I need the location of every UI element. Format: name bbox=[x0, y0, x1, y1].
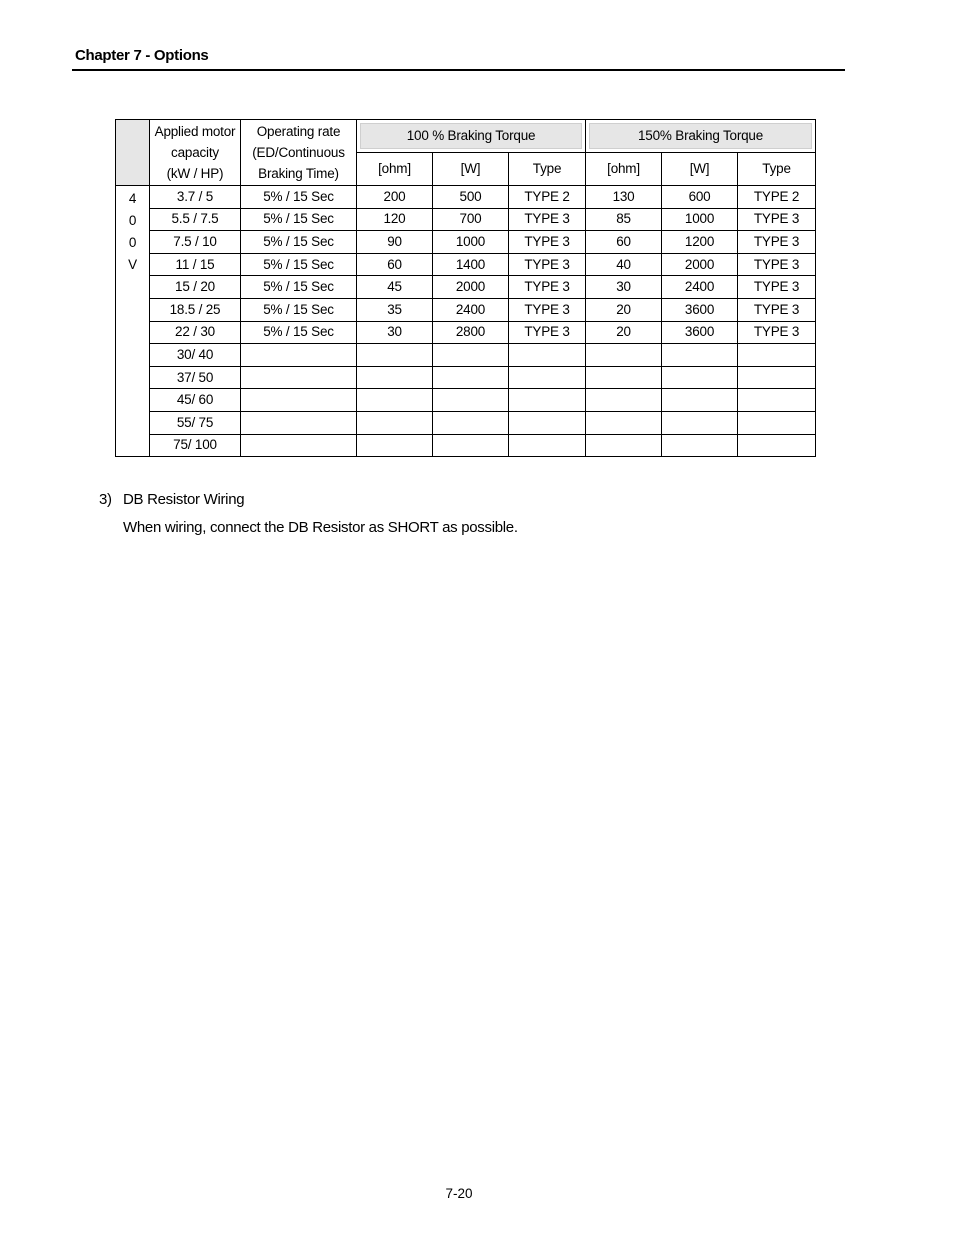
table-cell bbox=[433, 411, 509, 434]
table-cell: 20 bbox=[586, 321, 662, 344]
table-cell bbox=[509, 389, 586, 412]
table-row bbox=[116, 186, 816, 209]
table-row bbox=[116, 434, 816, 457]
table-cell: TYPE 3 bbox=[509, 208, 586, 231]
table-cell bbox=[586, 434, 662, 457]
table-row bbox=[116, 253, 816, 276]
table-cell: TYPE 3 bbox=[738, 231, 816, 254]
table-row bbox=[116, 321, 816, 344]
table-cell: 60 bbox=[357, 253, 433, 276]
table-cell bbox=[241, 434, 357, 457]
table-cell: 120 bbox=[357, 208, 433, 231]
table-cell bbox=[738, 411, 816, 434]
header-divider bbox=[72, 69, 845, 71]
table-cell: TYPE 3 bbox=[509, 253, 586, 276]
table-row bbox=[116, 366, 816, 389]
watt-100-header: [W] bbox=[433, 153, 509, 186]
table-cell: 1200 bbox=[662, 231, 738, 254]
table-cell: TYPE 3 bbox=[738, 208, 816, 231]
table-cell: 700 bbox=[433, 208, 509, 231]
watt-150-header: [W] bbox=[662, 153, 738, 186]
table-cell bbox=[738, 434, 816, 457]
table-cell: 30 bbox=[586, 276, 662, 299]
table-cell bbox=[241, 389, 357, 412]
table-cell: 1400 bbox=[433, 253, 509, 276]
voltage-header-cell bbox=[116, 120, 150, 186]
page-number: 7-20 bbox=[445, 1186, 473, 1201]
table-cell: 2000 bbox=[662, 253, 738, 276]
table-cell: 22 / 30 bbox=[150, 321, 241, 344]
table-cell bbox=[357, 434, 433, 457]
table-cell: 2000 bbox=[433, 276, 509, 299]
table-cell: 5% / 15 Sec bbox=[241, 231, 357, 254]
table-cell bbox=[662, 411, 738, 434]
capacity-header bbox=[150, 120, 241, 186]
header-row-1 bbox=[116, 120, 816, 153]
table-cell: 1000 bbox=[433, 231, 509, 254]
table-cell: 500 bbox=[433, 186, 509, 209]
table-cell: 5% / 15 Sec bbox=[241, 208, 357, 231]
table-cell: TYPE 3 bbox=[509, 298, 586, 321]
section-number: 3) bbox=[99, 491, 112, 508]
table-cell bbox=[241, 366, 357, 389]
capacity-header-line3: (kW / HP) bbox=[166, 166, 224, 181]
table-cell bbox=[738, 366, 816, 389]
table-cell bbox=[433, 344, 509, 367]
table-cell: 37/ 50 bbox=[150, 366, 241, 389]
voltage-char: V bbox=[128, 257, 137, 272]
table-cell: 11 / 15 bbox=[150, 253, 241, 276]
section-heading bbox=[99, 491, 244, 508]
table-cell: 5% / 15 Sec bbox=[241, 253, 357, 276]
table-cell bbox=[509, 344, 586, 367]
table-cell bbox=[357, 344, 433, 367]
table-cell: 55/ 75 bbox=[150, 411, 241, 434]
table-cell bbox=[357, 411, 433, 434]
voltage-char: 4 bbox=[128, 191, 137, 206]
table-cell: 2800 bbox=[433, 321, 509, 344]
table-row bbox=[116, 411, 816, 434]
table-cell: 130 bbox=[586, 186, 662, 209]
table-cell: TYPE 3 bbox=[509, 321, 586, 344]
table-cell bbox=[433, 366, 509, 389]
table-cell: TYPE 2 bbox=[509, 186, 586, 209]
operating-rate-header bbox=[241, 120, 357, 186]
table-cell: TYPE 3 bbox=[509, 231, 586, 254]
table-cell: 30/ 40 bbox=[150, 344, 241, 367]
voltage-char: 0 bbox=[128, 213, 137, 228]
table-cell: TYPE 2 bbox=[738, 186, 816, 209]
table-cell bbox=[586, 344, 662, 367]
table-cell bbox=[509, 366, 586, 389]
table-cell bbox=[509, 411, 586, 434]
capacity-header-line1: Applied motor bbox=[154, 124, 236, 139]
voltage-char: 0 bbox=[128, 235, 137, 250]
torque-100-header: 100 % Braking Torque bbox=[357, 120, 586, 153]
table-cell: 5% / 15 Sec bbox=[241, 276, 357, 299]
table-cell bbox=[738, 344, 816, 367]
table-cell: 3.7 / 5 bbox=[150, 186, 241, 209]
table-cell: 85 bbox=[586, 208, 662, 231]
chapter-title: Chapter 7 - Options bbox=[75, 47, 209, 64]
table-cell: 5% / 15 Sec bbox=[241, 186, 357, 209]
table-row bbox=[116, 389, 816, 412]
torque-150-header: 150% Braking Torque bbox=[586, 120, 816, 153]
db-resistor-table bbox=[115, 119, 816, 457]
table-cell bbox=[662, 366, 738, 389]
section-title: DB Resistor Wiring bbox=[123, 491, 245, 508]
rate-header-line1: Operating rate bbox=[256, 124, 341, 139]
table-cell: 40 bbox=[586, 253, 662, 276]
table-cell: TYPE 3 bbox=[738, 253, 816, 276]
table-row bbox=[116, 208, 816, 231]
ohm-150-header: [ohm] bbox=[586, 153, 662, 186]
rate-header-line3: Braking Time) bbox=[258, 166, 339, 181]
table-row bbox=[116, 298, 816, 321]
table-cell: 2400 bbox=[433, 298, 509, 321]
table-cell: 3600 bbox=[662, 321, 738, 344]
voltage-class-cell bbox=[116, 186, 150, 457]
table-cell: 30 bbox=[357, 321, 433, 344]
ohm-100-header: [ohm] bbox=[357, 153, 433, 186]
table-cell: TYPE 3 bbox=[738, 276, 816, 299]
table-cell bbox=[586, 389, 662, 412]
table-cell bbox=[586, 411, 662, 434]
capacity-header-line2: capacity bbox=[171, 145, 219, 160]
table-cell: 18.5 / 25 bbox=[150, 298, 241, 321]
table-cell: 60 bbox=[586, 231, 662, 254]
table-row bbox=[116, 344, 816, 367]
table-cell: 20 bbox=[586, 298, 662, 321]
type-100-header: Type bbox=[509, 153, 586, 186]
table-cell bbox=[662, 389, 738, 412]
type-150-header: Type bbox=[738, 153, 816, 186]
table-cell: TYPE 3 bbox=[509, 276, 586, 299]
table-cell bbox=[357, 389, 433, 412]
table-cell bbox=[433, 434, 509, 457]
table-cell: TYPE 3 bbox=[738, 321, 816, 344]
table-cell: 5% / 15 Sec bbox=[241, 321, 357, 344]
table-cell: 45/ 60 bbox=[150, 389, 241, 412]
section-body: When wiring, connect the DB Resistor as SHORT as possible. bbox=[123, 519, 518, 536]
table-cell: 600 bbox=[662, 186, 738, 209]
table-cell: 15 / 20 bbox=[150, 276, 241, 299]
table-cell: 200 bbox=[357, 186, 433, 209]
table-cell: 7.5 / 10 bbox=[150, 231, 241, 254]
table-cell: 75/ 100 bbox=[150, 434, 241, 457]
table-cell bbox=[241, 344, 357, 367]
table-cell bbox=[662, 344, 738, 367]
table-cell: 3600 bbox=[662, 298, 738, 321]
table-cell: 1000 bbox=[662, 208, 738, 231]
rate-header-line2: (ED/Continuous bbox=[252, 145, 345, 160]
table-cell: 5% / 15 Sec bbox=[241, 298, 357, 321]
table-cell: 2400 bbox=[662, 276, 738, 299]
table-cell: 5.5 / 7.5 bbox=[150, 208, 241, 231]
table-cell bbox=[433, 389, 509, 412]
table-cell bbox=[738, 389, 816, 412]
table-cell: 90 bbox=[357, 231, 433, 254]
table-cell bbox=[357, 366, 433, 389]
table-cell: 35 bbox=[357, 298, 433, 321]
table-cell bbox=[509, 434, 586, 457]
table-cell bbox=[662, 434, 738, 457]
table-cell: 45 bbox=[357, 276, 433, 299]
table-cell: TYPE 3 bbox=[738, 298, 816, 321]
table-cell bbox=[241, 411, 357, 434]
table-cell bbox=[586, 366, 662, 389]
table-row bbox=[116, 231, 816, 254]
table-row bbox=[116, 276, 816, 299]
